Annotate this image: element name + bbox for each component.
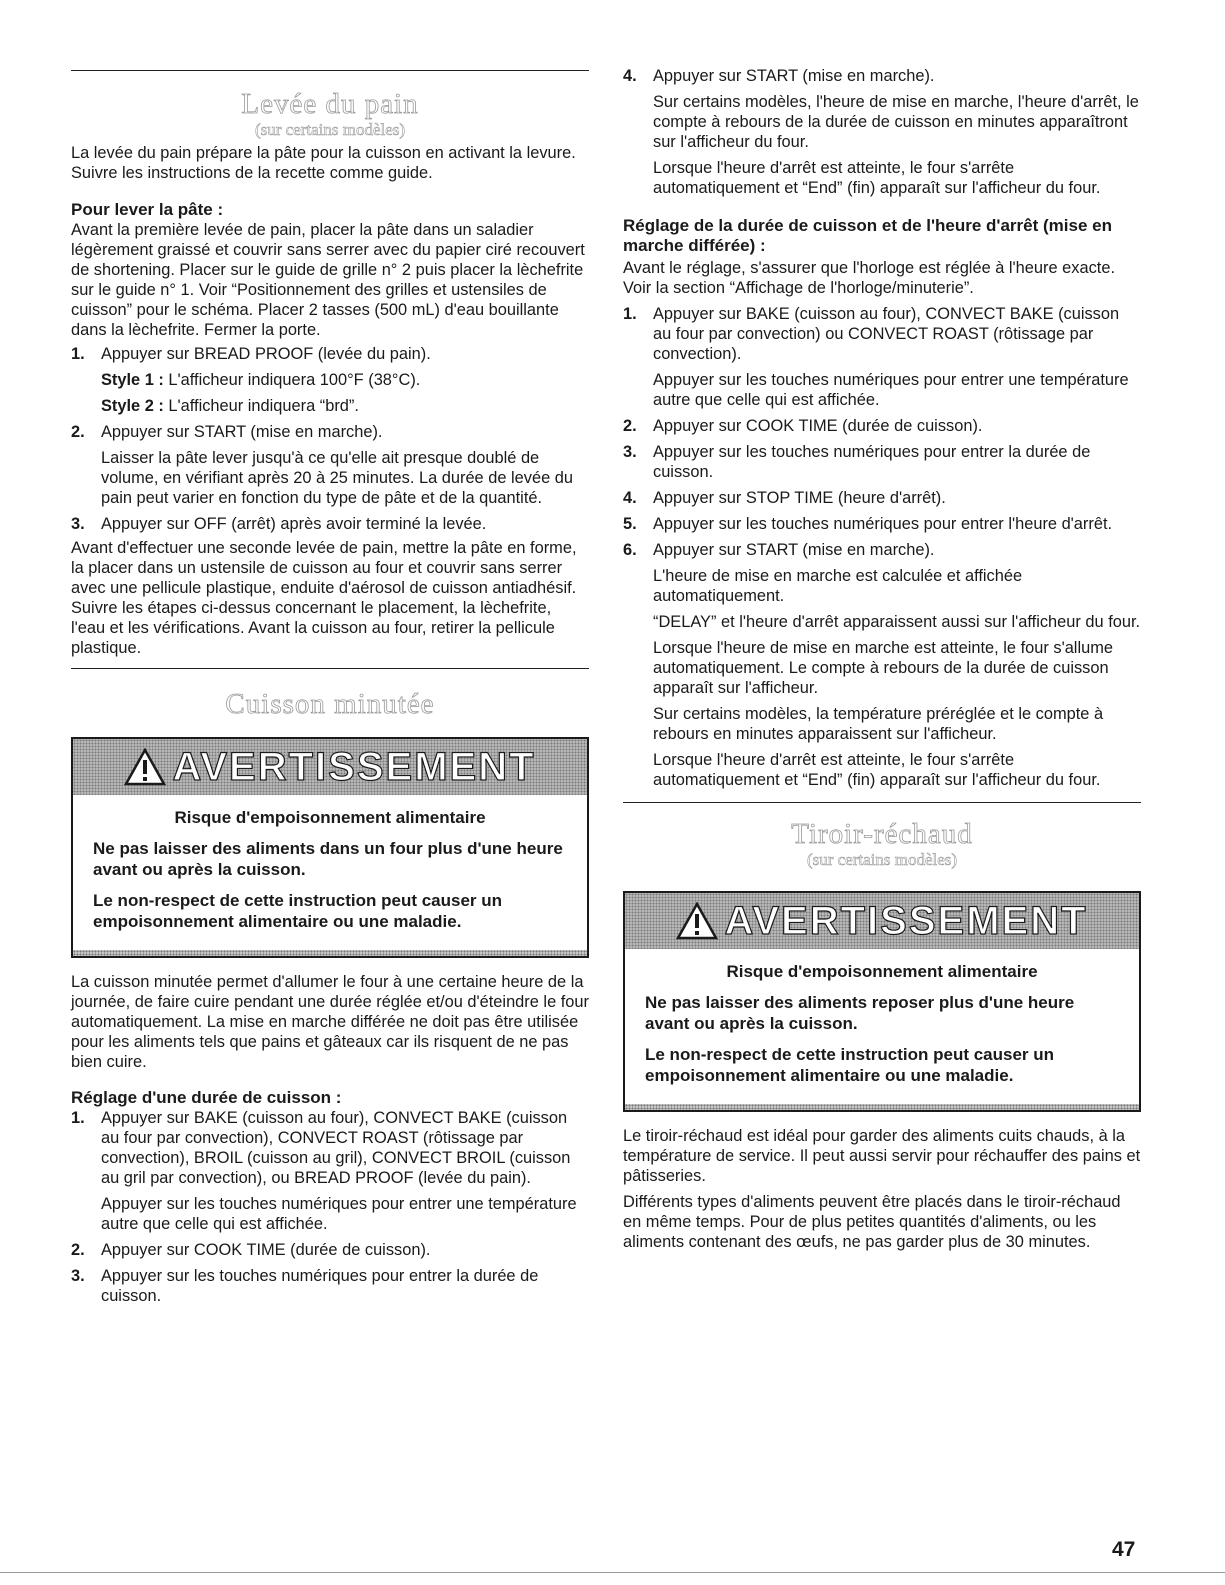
- section-subtitle: (sur certains modèles): [806, 850, 958, 869]
- paragraph-intro: La levée du pain prépare la pâte pour la cuisson en activant la levure. Suivre les instructions de la recette comme guide.: [71, 144, 576, 182]
- warning-triangle-icon: [676, 902, 718, 940]
- page-bottom-line: [0, 1572, 1225, 1573]
- step-detail: Lorsque l'heure de mise en marche est atteinte, le four s'allume automatiquement. Le compte à rebours de la durée de cuisson apparaît sur l'afficheur.: [653, 639, 1113, 697]
- warning-risk: Risque d'empoisonnement alimentaire: [726, 962, 1038, 981]
- step-item: [71, 1108, 589, 1234]
- paragraph-proof-instructions: Avant la première levée de pain, placer la pâte dans un saladier légèrement graissé et couvrir sans serrer avec du papier ciré recouvert de shortening. Placer sur le guide de grille n° 2 puis placer la lèchefrite sur le guide n° 1. Voir “Positionnement des grilles et ustensiles de cuisson” pour le schéma. Placer 2 tasses (500 mL) d'eau bouillante dans la lèchefrite. Fermer la porte.: [71, 221, 585, 339]
- warning-header: [625, 893, 1139, 949]
- step-detail: “DELAY” et l'heure d'arrêt apparaissent aussi sur l'afficheur du four.: [653, 613, 1141, 631]
- step-detail: Appuyer sur les touches numériques pour entrer une température autre que celle qui est affichée.: [101, 1195, 577, 1233]
- step-item: [71, 1266, 589, 1306]
- step-item: [623, 488, 1141, 508]
- paragraph-delay-intro: Avant le réglage, s'assurer que l'horloge est réglée à l'heure exacte. Voir la section “Affichage de l'horloge/minuterie”.: [623, 259, 1115, 297]
- step-number: 5.: [623, 515, 637, 533]
- step-item: [71, 514, 589, 534]
- paragraph-drawer-foods: Différents types d'aliments peuvent être placés dans le tiroir-réchaud en même temps. Pour de plus petites quantités d'aliments, ou les aliments contenant des œufs, ne pas garder plus de 30 minutes.: [623, 1193, 1121, 1251]
- step-item: [623, 540, 1141, 790]
- step-detail: Lorsque l'heure d'arrêt est atteinte, le four s'arrête automatiquement et “End” (fin) apparaît sur l'afficheur du four.: [653, 159, 1101, 197]
- step-detail: Appuyer sur les touches numériques pour entrer une température autre que celle qui est affichée.: [653, 371, 1129, 409]
- step-number: 4.: [623, 67, 637, 85]
- warning-text: Ne pas laisser des aliments reposer plus d'une heure avant ou après la cuisson.: [645, 993, 1075, 1033]
- step-number: 4.: [623, 489, 637, 507]
- style-1-label: Style 1 :: [101, 371, 164, 389]
- step-text: Appuyer sur STOP TIME (heure d'arrêt).: [653, 489, 946, 507]
- step-text: Appuyer sur START (mise en marche).: [653, 67, 935, 85]
- warning-title: AVERTISSEMENT: [172, 745, 536, 789]
- left-column: [71, 0, 589, 1306]
- warning-footer-band: [625, 1104, 1139, 1110]
- section-title-warming-drawer: Tiroir-réchaud: [791, 818, 973, 850]
- step-number: 3.: [71, 1267, 85, 1285]
- step-number: 3.: [71, 515, 85, 533]
- subheading-cook-time: Réglage d'une durée de cuisson :: [71, 1088, 342, 1107]
- warning-triangle-icon: [124, 748, 166, 786]
- section-divider: [623, 802, 1141, 803]
- step-text: Appuyer sur BAKE (cuisson au four), CONVECT BAKE (cuisson au four par convection) ou CONVECT ROAST (rôtissage par convection).: [653, 305, 1120, 363]
- step-item: [71, 1240, 589, 1260]
- style-1-line: [101, 370, 589, 390]
- paragraph-second-proof: Avant d'effectuer une seconde levée de pain, mettre la pâte en forme, la placer dans un ustensile de cuisson au four et couvrir sans serrer avec une pellicule plastique, enduite d'aérosol de cuisson antiadhésif. Suivre les étapes ci-dessus concernant le placement, la lèchefrite, l'eau et les vérifications. Avant la cuisson au four, retirer la pellicule plastique.: [71, 539, 577, 657]
- page-number: 47: [1112, 1538, 1136, 1561]
- step-text: Appuyer sur COOK TIME (durée de cuisson).: [653, 417, 983, 435]
- subheading-delay-start: Réglage de la durée de cuisson et de l'heure d'arrêt (mise en marche différée) :: [623, 216, 1112, 255]
- step-text: Appuyer sur START (mise en marche).: [101, 423, 383, 441]
- style-2-text: L'afficheur indiquera “brd”.: [163, 397, 359, 415]
- step-text: Appuyer sur les touches numériques pour entrer la durée de cuisson.: [653, 443, 1091, 481]
- paragraph-timed-intro: La cuisson minutée permet d'allumer le four à une certaine heure de la journée, de faire cuire pendant une durée réglée et/ou d'éteindre le four automatiquement. La mise en marche différée ne doit pas être utilisée pour les aliments tels que pains et gâteaux car ils risquent de ne pas bien cuire.: [71, 973, 589, 1071]
- warning-box: [71, 737, 589, 958]
- section-divider: [71, 668, 589, 669]
- section-title-bread-proof: Levée du pain: [241, 88, 419, 120]
- step-item: [623, 304, 1141, 410]
- warning-box: [623, 891, 1141, 1112]
- style-1-text: L'afficheur indiquera 100°F (38°C).: [163, 371, 421, 389]
- step-item: [623, 416, 1141, 436]
- step-number: 2.: [71, 1241, 85, 1259]
- step-item: [71, 422, 589, 508]
- step-number: 1.: [623, 305, 637, 323]
- section-divider: [71, 70, 589, 71]
- step-number: 6.: [623, 541, 637, 559]
- step-detail: Laisser la pâte lever jusqu'à ce qu'elle ait presque doublé de volume, en vérifiant après 20 à 25 minutes. La durée de levée du pain peut varier en fonction du type de pâte et de la quantité.: [101, 449, 573, 507]
- warning-text: Le non-respect de cette instruction peut causer un empoisonnement alimentaire ou une maladie.: [645, 1045, 1055, 1085]
- step-number: 1.: [71, 345, 85, 363]
- warning-footer-band: [73, 950, 587, 956]
- step-text: Appuyer sur BAKE (cuisson au four), CONVECT BAKE (cuisson au four par convection), CONVECT ROAST (rôtissage par convection), BROIL (cuisson au gril), CONVECT BROIL (cuisson au gril par convection), ou BREAD PROOF (levée du pain).: [101, 1109, 571, 1187]
- warning-title: AVERTISSEMENT: [724, 899, 1088, 943]
- step-text: Appuyer sur START (mise en marche).: [653, 541, 935, 559]
- step-text: Appuyer sur OFF (arrêt) après avoir terminé la levée.: [101, 515, 487, 533]
- step-item: [623, 442, 1141, 482]
- step-number: 1.: [71, 1109, 85, 1127]
- step-item: [71, 344, 589, 416]
- step-text: Appuyer sur les touches numériques pour entrer l'heure d'arrêt.: [653, 515, 1113, 533]
- warning-text: Le non-respect de cette instruction peut causer un empoisonnement alimentaire ou une maladie.: [93, 891, 503, 931]
- step-detail: Sur certains modèles, la température préréglée et le compte à rebours en minutes apparaissent sur l'afficheur.: [653, 705, 1104, 743]
- section-title-timed-cooking: Cuisson minutée: [225, 688, 435, 720]
- warning-header: [73, 739, 587, 795]
- step-text: Appuyer sur COOK TIME (durée de cuisson).: [101, 1241, 431, 1259]
- style-2-label: Style 2 :: [101, 397, 164, 415]
- right-column: [623, 0, 1141, 1252]
- warning-risk: Risque d'empoisonnement alimentaire: [174, 808, 486, 827]
- step-detail: L'heure de mise en marche est calculée et affichée automatiquement.: [653, 567, 1023, 605]
- step-number: 2.: [71, 423, 85, 441]
- step-text: Appuyer sur les touches numériques pour entrer la durée de cuisson.: [101, 1267, 539, 1305]
- step-item: [623, 514, 1141, 534]
- step-text: Appuyer sur BREAD PROOF (levée du pain).: [101, 345, 431, 363]
- paragraph-drawer-intro: Le tiroir-réchaud est idéal pour garder des aliments cuits chauds, à la température de service. Il peut aussi servir pour réchauffer des pains et pâtisseries.: [623, 1127, 1141, 1185]
- section-subtitle: (sur certains modèles): [254, 120, 406, 139]
- style-2-line: [101, 396, 589, 416]
- step-item: [623, 66, 1141, 198]
- step-detail: Lorsque l'heure d'arrêt est atteinte, le four s'arrête automatiquement et “End” (fin) apparaît sur l'afficheur du four.: [653, 751, 1101, 789]
- step-detail: Sur certains modèles, l'heure de mise en marche, l'heure d'arrêt, le compte à rebours de la durée de cuisson en minutes apparaîtront sur l'afficheur du four.: [653, 93, 1139, 151]
- step-number: 2.: [623, 417, 637, 435]
- warning-text: Ne pas laisser des aliments dans un four plus d'une heure avant ou après la cuisson.: [93, 839, 563, 879]
- step-number: 3.: [623, 443, 637, 461]
- subheading-proof: Pour lever la pâte :: [71, 200, 224, 219]
